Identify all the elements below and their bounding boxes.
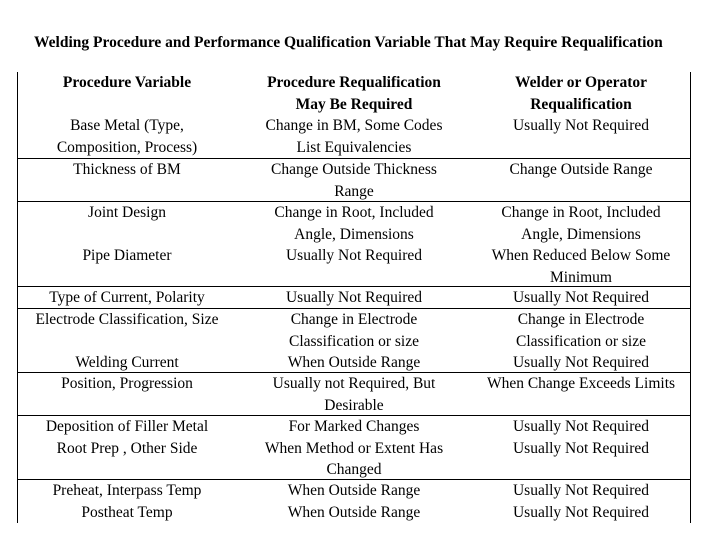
cell-line: Root Prep , Other Side [56,439,198,457]
cell-line: Base Metal (Type, [70,117,184,134]
cell-col2 [236,373,472,416]
cell-line: Postheat Temp [81,503,173,521]
cell-line: Usually Not Required [512,482,650,499]
cell-line: Change Outside Range [509,161,653,178]
cell-line: Change in BM, Some Codes [265,117,443,134]
cell-col3 [472,309,690,373]
cell-col2 [236,309,472,373]
table-header-row [18,72,690,158]
cell-col3 [472,72,690,158]
cell-line: Usually Not Required [285,289,423,306]
cell-col1 [18,202,236,287]
cell-line: Thickness of BM [73,161,181,178]
page-bottom-margin [0,523,720,540]
cell-line: Changed [326,461,382,478]
cell-line: When Outside Range [287,503,421,521]
cell-line: Pipe Diameter [82,247,172,264]
cell-line: List Equivalencies [296,138,412,156]
cell-col3 [472,480,690,524]
cell-line: Joint Design [88,204,166,221]
table-row [18,479,690,524]
cell-line: Usually Not Required [512,439,650,457]
cell-col1 [18,309,236,373]
cell-col3 [472,159,690,202]
table-row [18,372,690,416]
cell-col2 [236,416,472,480]
cell-line: When Method or Extent Has [264,439,444,457]
table-row [18,286,690,309]
cell-line: Angle, Dimensions [294,225,414,243]
cell-line: Usually Not Required [512,418,650,435]
cell-col3 [472,416,690,480]
cell-line: Desirable [324,396,384,414]
cell-line: Preheat, Interpass Temp [52,482,202,499]
cell-col3 [472,287,690,309]
cell-line: Change in Electrode [517,311,645,328]
cell-line: Change Outside Thickness [271,161,437,178]
cell-line: Usually Not Required [512,503,650,521]
cell-col1 [18,159,236,202]
cell-col2 [236,72,472,158]
header-procedure-variable: Procedure Variable [62,74,192,91]
cell-col2 [236,202,472,287]
cell-line: Change in Root, Included [274,204,434,221]
cell-line: Minimum [549,268,612,286]
cell-col3 [472,202,690,287]
cell-col1 [18,72,236,158]
cell-line: Type of Current, Polarity [49,289,205,306]
cell-line: Usually not Required, But [272,375,436,392]
cell-line: Classification or size [289,332,419,350]
table-row [18,158,690,202]
cell-line: Composition, Process) [56,138,198,156]
cell-col2 [236,287,472,309]
cell-line: Usually Not Required [512,289,650,306]
cell-line: Change in Electrode [290,311,418,328]
cell-line: Angle, Dimensions [521,225,641,243]
cell-line: Usually Not Required [285,247,423,264]
cell-line: Usually Not Required [512,354,650,371]
cell-col2 [236,480,472,524]
requalification-table [17,72,691,523]
cell-line: Electrode Classification, Size [35,311,219,328]
cell-line: Change in Root, Included [501,204,661,221]
cell-line: Position, Progression [61,375,193,392]
cell-col3 [472,373,690,416]
cell-col1 [18,287,236,309]
page-title: Welding Procedure and Performance Qualification Variable That May Require Requalification [34,34,663,51]
header-welder-operator: Requalification [530,95,632,113]
header-welder-operator: Welder or Operator [514,74,647,91]
cell-line: When Change Exceeds Limits [486,375,676,392]
cell-line: Range [334,182,374,200]
cell-line: Classification or size [516,332,646,350]
cell-line: When Outside Range [287,354,421,371]
table-row [18,415,690,480]
cell-line: Usually Not Required [512,117,650,134]
cell-line: Deposition of Filler Metal [45,418,209,435]
cell-line: When Reduced Below Some [491,247,671,264]
cell-line: For Marked Changes [288,418,420,435]
cell-col1 [18,373,236,416]
cell-col2 [236,159,472,202]
table-row [18,308,690,373]
cell-line: Welding Current [75,354,179,371]
cell-col1 [18,480,236,524]
header-procedure-requalification: May Be Required [295,95,413,113]
header-procedure-requalification: Procedure Requalification [267,74,441,91]
cell-col1 [18,416,236,480]
table-row [18,201,690,287]
cell-line: When Outside Range [287,482,421,499]
